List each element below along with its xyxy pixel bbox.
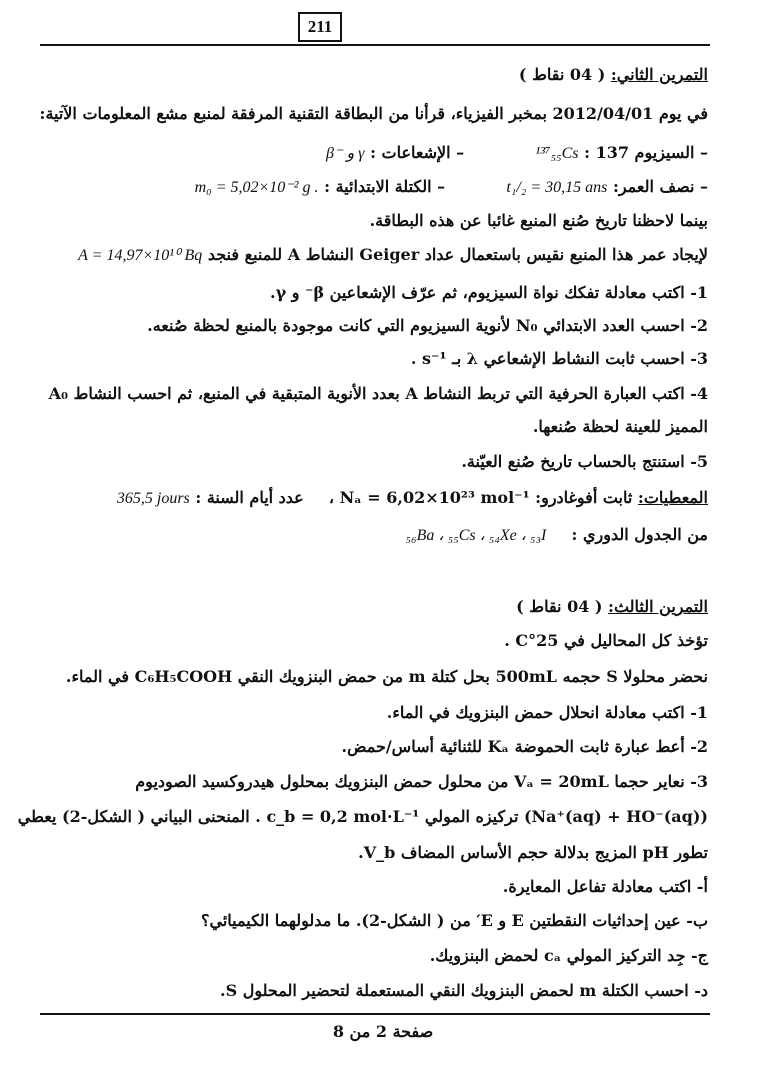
- exercise3-points: ( 04 نقاط ): [516, 597, 603, 616]
- exercise3-q1: 1- اكتب معادلة انحلال حمض البنزويك في الماء.: [386, 703, 708, 722]
- top-divider: [40, 44, 710, 46]
- exercise2-q2: 2- احسب العدد الابتدائي N₀ لأنوية السيزيوم التي كانت موجودة بالمنبع لحظة صُنعه.: [147, 316, 708, 335]
- exercise3-q3: 3- نعاير حجما Vₐ = 20mL من محلول حمض البنزويك بمحلول هيدروكسيد الصوديوم: [135, 772, 708, 791]
- halflife-value: t₁/₂ = 30,15 ans: [506, 179, 608, 196]
- exercise2-geiger-line: [36, 242, 708, 269]
- bottom-divider: [40, 1013, 710, 1015]
- initial-mass-label: – الكتلة الابتدائية :: [324, 177, 446, 196]
- initial-mass-value: m₀ = 5,02×10⁻² g .: [194, 179, 319, 196]
- exercise2-periodic-line: [36, 522, 708, 549]
- page-number: 211: [298, 12, 342, 42]
- days-label: عدد أيام السنة :: [195, 488, 304, 507]
- exercise3-q3-ph: تطور pH المزيج بدلالة حجم الأساس المضاف V_b.: [358, 843, 708, 862]
- exercise3-heading: التمرين الثالث:: [608, 597, 708, 616]
- exercise2-data-line: [36, 485, 708, 512]
- exercise2-q1: 1- اكتب معادلة تفكك نواة السيزيوم، ثم عرّف الإشعاعين β⁻ و γ.: [270, 283, 708, 302]
- data-label: المعطيات:: [637, 488, 708, 507]
- radiation-types: β⁻ و γ: [326, 145, 365, 162]
- days-value: 365,5 jours: [116, 490, 190, 507]
- geiger-text: لإيجاد عمر هذا المنبع نقيس باستعمال عداد Geiger النشاط A للمنبع فنجد: [207, 245, 708, 264]
- halflife-label: – نصف العمر:: [612, 177, 708, 196]
- exercise3-qc: ج- جِد التركيز المولي cₐ لحمض البنزويك.: [429, 946, 708, 965]
- exercise3-qa: أ- اكتب معادلة تفاعل المعايرة.: [502, 877, 708, 896]
- exercise2-q3: 3- احسب ثابت النشاط الإشعاعي λ بـ s⁻¹ .: [410, 349, 708, 368]
- exercise3-q3-continued: (Na⁺(aq) + HO⁻(aq)) تركيزه المولي c_b = 0,2 mol·L⁻¹ . المنحنى البياني ( الشكل-2) يعطي: [17, 807, 708, 826]
- exercise3-qb: ب- عين إحداثيات النقطتين E و E′ من ( الشكل-2). ما مدلولهما الكيميائي؟: [201, 911, 708, 930]
- exercise3-intro: نحضر محلولا S حجمه 500mL بحل كتلة m من حمض البنزويك النقي C₆H₅COOH في الماء.: [65, 667, 708, 686]
- exercise3-title: [36, 594, 708, 620]
- exercise2-cesium-line: [36, 140, 708, 167]
- exercise2-points: ( 04 نقاط ): [518, 65, 606, 84]
- exercise2-q5: 5- استنتج بالحساب تاريخ صُنع العيّنة.: [461, 452, 708, 471]
- radiation-label: – الإشعاعات :: [370, 143, 465, 162]
- cesium-symbol: ¹³⁷₅₅Cs: [535, 145, 579, 162]
- cesium-label: – السيزيوم 137 :: [584, 143, 708, 162]
- exercise2-q4: 4- اكتب العبارة الحرفية التي تربط النشاط A بعدد الأنوية المتبقية في المنبع، ثم احسب النشاط A₀: [48, 384, 708, 403]
- exercise3-qd: د- احسب الكتلة m لحمض البنزويك النقي المستعملة لتحضير المحلول S.: [220, 981, 708, 1000]
- exercise2-halflife-line: [36, 174, 708, 201]
- periodic-elements: ₅₆Ba ، ₅₅Cs ، ₅₄Xe ، ₅₃I: [405, 527, 547, 544]
- exercise2-intro: في يوم 2012/04/01 بمخبر الفيزياء، قرأنا من البطاقة التقنية المرفقة لمنبع مشع المعلومات الآتية:: [39, 104, 708, 123]
- periodic-table-label: من الجدول الدوري :: [571, 525, 708, 544]
- page-footer: صفحة 2 من 8: [332, 1022, 434, 1041]
- exercise3-q2: 2- أعط عبارة ثابت الحموضة Kₐ للثنائية أساس/حمض.: [341, 737, 708, 756]
- activity-value: A = 14,97×10¹⁰ Bq: [78, 247, 203, 264]
- exercise2-heading: التمرين الثاني:: [610, 65, 708, 84]
- exercise2-title: [36, 62, 708, 88]
- avogadro-constant: ثابت أفوغادرو: Nₐ = 6,02×10²³ mol⁻¹ ،: [328, 488, 633, 507]
- exercise2-q4-continued: المميز للعينة لحظة صُنعها.: [532, 417, 708, 436]
- exercise2-note: بينما لاحظنا تاريخ صُنع المنبع غائبا عن هذه البطاقة.: [369, 211, 708, 230]
- exercise3-temperature: تؤخذ كل المحاليل في 25°C .: [504, 631, 708, 650]
